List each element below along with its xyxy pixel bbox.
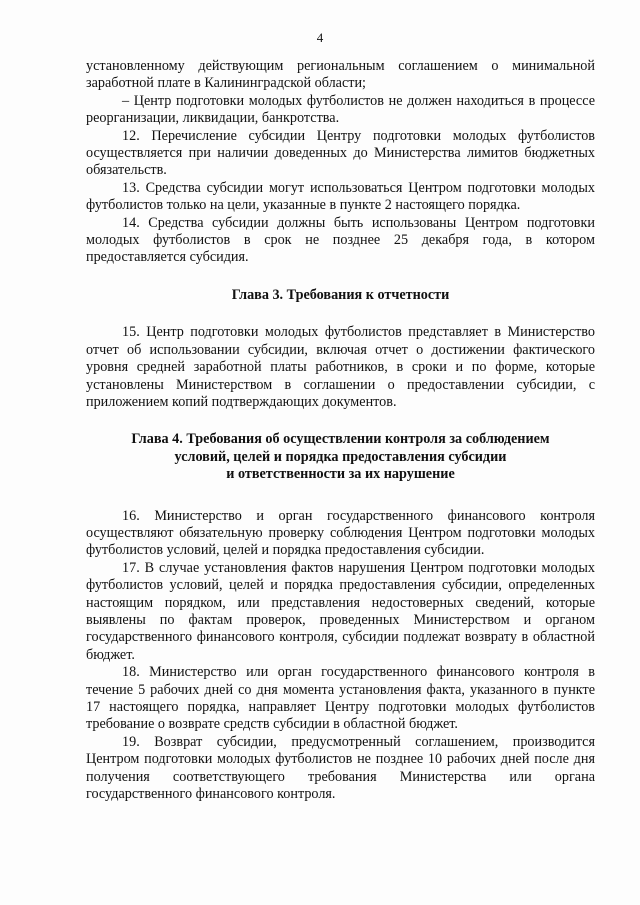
spacer (86, 267, 595, 287)
paragraph-13: 13. Средства субсидии могут использоваться Центром подготовки молодых футболистов только на цели, указанные в пункте 2 настоящего порядка. (86, 179, 595, 214)
chapter-4-heading-line-3: и ответственности за их нарушение (226, 466, 455, 483)
paragraph-12: 12. Перечисление субсидии Центру подготовки молодых футболистов осуществляется при наличии доведенных до Министерства лимитов бюджетных обязательств. (86, 127, 595, 179)
paragraph-condition: – Центр подготовки молодых футболистов не должен находиться в процессе реорганизации, ликвидации, банкротства. (86, 92, 595, 127)
paragraph-15: 15. Центр подготовки молодых футболистов представляет в Министерство отчет об использовании субсидии, включая отчет о достижении фактического уровня средней заработной платы работников, в сроки и по форме, которые установлены Министерством в соглашении о предоставлении субсидии, с приложением копий подтверждающих документов. (86, 324, 595, 410)
spacer (86, 304, 595, 324)
paragraph-14: 14. Средства субсидии должны быть использованы Центром подготовки молодых футболистов в срок не позднее 25 декабря года, в котором предоставляется субсидия. (86, 214, 595, 266)
spacer (86, 484, 595, 508)
chapter-4-heading-line-2: условий, целей и порядка предоставления субсидии (174, 448, 507, 465)
document-body (86, 58, 595, 803)
paragraph-19: 19. Возврат субсидии, предусмотренный соглашением, производится Центром подготовки молодых футболистов не позднее 10 рабочих дней после дня получения соответствующего требования Министерства или органа государственного финансового контроля. (86, 733, 595, 803)
paragraph-18: 18. Министерство или орган государственного финансового контроля в течение 5 рабочих дней со дня момента установления факта, указанного в пункте 17 настоящего порядка, направляет Центру подготовки молодых футболистов требование о возврате средств субсидии в областной бюджет. (86, 664, 595, 733)
page-number: 4 (316, 30, 324, 45)
spacer (86, 411, 595, 431)
paragraph-17: 17. В случае установления фактов нарушения Центром подготовки молодых футболистов условий, целей и порядка предоставления субсидии, определенных настоящим порядком, или представления недостоверных сведений, которые выявлены по фактам проверок, проведенных Министерством и органом государственного финансового контроля, субсидии подлежат возврату в областной бюджет. (86, 559, 595, 663)
paragraph-16: 16. Министерство и орган государственного финансового контроля осуществляют обязательную проверку соблюдения Центром подготовки молодых футболистов условий, целей и порядка предоставления субсидии. (86, 507, 595, 559)
paragraph-continuation: установленному действующим региональным соглашением о минимальной заработной плате в Калининградской области; (86, 58, 595, 92)
chapter-4-heading (86, 431, 595, 483)
chapter-3-heading: Глава 3. Требования к отчетности (231, 286, 450, 303)
chapter-4-heading-line-1: Глава 4. Требования об осуществлении контроля за соблюдением (131, 431, 550, 448)
